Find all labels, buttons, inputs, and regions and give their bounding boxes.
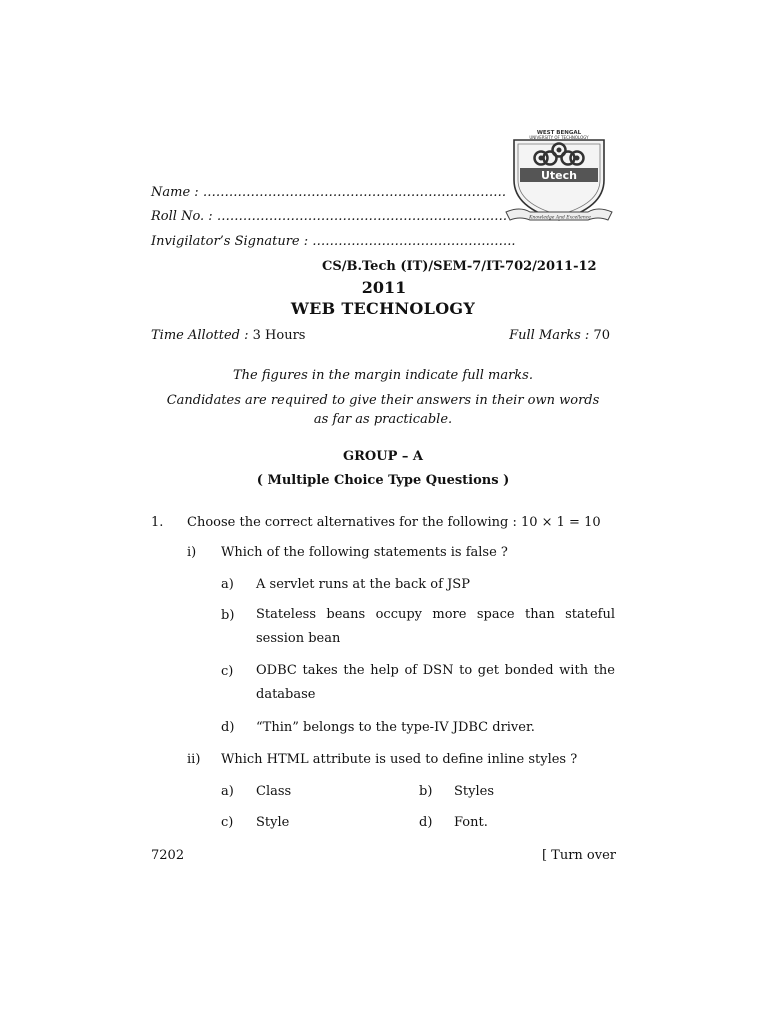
- option-text: Style: [256, 815, 290, 830]
- option-label: a): [221, 577, 234, 592]
- name-dots: …………………………………………………………….: [202, 185, 506, 200]
- option-label: c): [221, 815, 234, 830]
- option-label: d): [221, 720, 235, 735]
- subquestion-number: i): [187, 545, 197, 560]
- name-field: [151, 185, 506, 200]
- signature-label: Invigilator’s Signature :: [151, 234, 309, 249]
- option-text: Font.: [454, 815, 488, 830]
- option-label: b): [221, 608, 235, 623]
- invigilator-signature-field: [151, 234, 516, 249]
- group-title: GROUP – A: [343, 449, 423, 464]
- question-text: Choose the correct alternatives for the following : 10 × 1 = 10: [187, 515, 601, 530]
- page-code: 7202: [151, 848, 185, 863]
- group-subtitle: ( Multiple Choice Type Questions ): [256, 473, 510, 488]
- full-marks: [509, 328, 610, 343]
- marks-label: Full Marks :: [509, 328, 590, 343]
- subquestion-text: Which HTML attribute is used to define inline styles ?: [221, 752, 578, 767]
- time-allotted: [151, 328, 305, 343]
- option-label: d): [419, 815, 433, 830]
- instruction-line-2: Candidates are required to give their answers in their own words: [166, 393, 600, 408]
- logo-sub-text: UNIVERSITY OF TECHNOLOGY: [529, 135, 589, 140]
- option-text: A servlet runs at the back of JSP: [256, 577, 470, 592]
- instruction-line-3: as far as practicable.: [313, 412, 453, 427]
- subquestion-text: Which of the following statements is false ?: [221, 545, 508, 560]
- option-label: b): [419, 784, 433, 799]
- signature-dots: ………………………………………..: [312, 234, 516, 249]
- roll-dots: ………………………………………………………….: [216, 209, 507, 224]
- option-text: “Thin” belongs to the type-IV JDBC driver.: [256, 720, 535, 735]
- name-label: Name :: [151, 185, 199, 200]
- logo-tagline: Knowledge And Excellence: [529, 215, 591, 221]
- option-text: Class: [256, 784, 292, 799]
- subject-title: WEB TECHNOLOGY: [290, 299, 476, 318]
- marks-value: 70: [593, 328, 610, 343]
- paper-code: CS/B.Tech (IT)/SEM-7/IT-702/2011-12: [322, 259, 597, 274]
- exam-year: 2011: [361, 278, 407, 297]
- time-value: 3 Hours: [252, 328, 306, 343]
- question-number: 1.: [151, 515, 164, 530]
- instruction-line-1: The figures in the margin indicate full marks.: [232, 368, 533, 383]
- option-text: Stateless beans occupy more space than stateful session bean: [256, 607, 615, 646]
- option-text: ODBC takes the help of DSN to get bonded with the database: [256, 663, 615, 702]
- subquestion-number: ii): [187, 752, 201, 767]
- roll-number-field: [151, 209, 507, 224]
- time-label: Time Allotted :: [151, 328, 249, 343]
- roll-label: Roll No. :: [151, 209, 213, 224]
- university-logo: [500, 128, 618, 230]
- logo-top-text: WEST BENGAL: [536, 130, 582, 136]
- option-label: a): [221, 784, 234, 799]
- option-text: Styles: [454, 784, 494, 799]
- logo-brand-text: Utech: [540, 169, 578, 182]
- turn-over-note: [ Turn over: [541, 848, 616, 863]
- option-label: c): [221, 664, 234, 679]
